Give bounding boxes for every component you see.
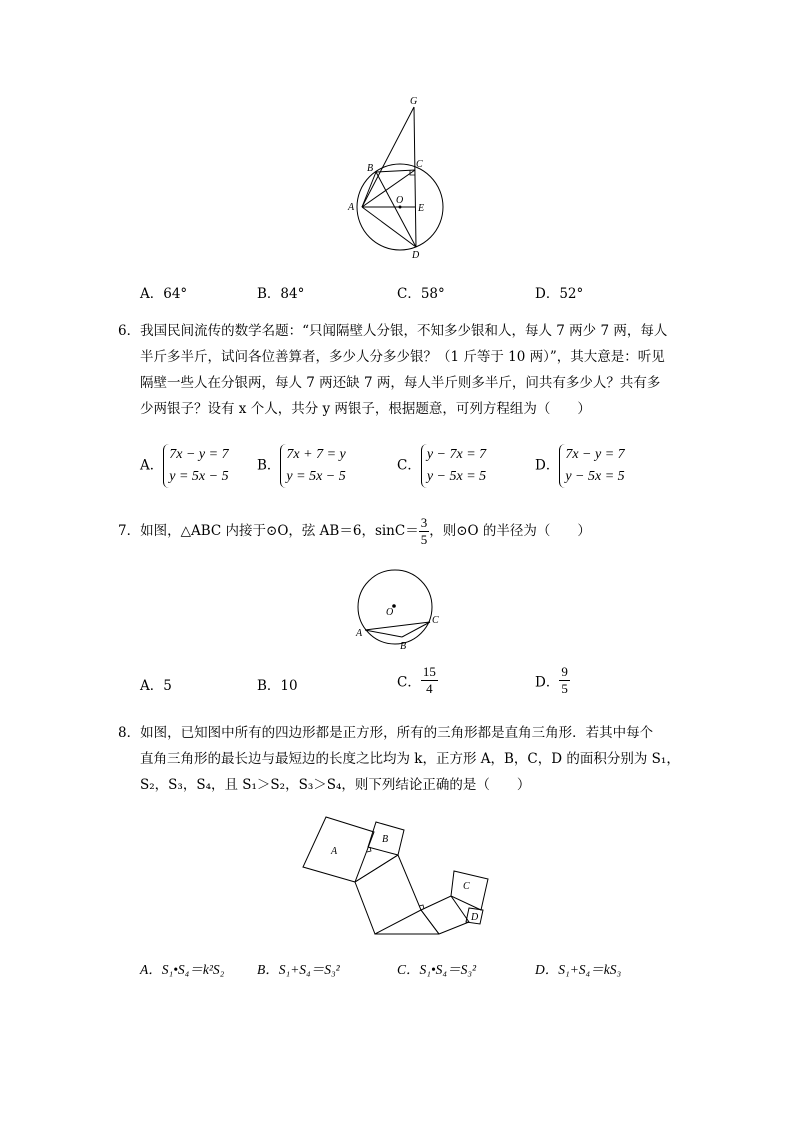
equation: 7x − y = 7 bbox=[565, 447, 625, 462]
q7-fraction bbox=[419, 515, 430, 548]
option-value: 10 bbox=[280, 678, 298, 694]
label-b: B bbox=[367, 163, 374, 174]
question-6 bbox=[118, 318, 688, 422]
label-a: A bbox=[356, 628, 363, 639]
fraction-numerator: 9 bbox=[561, 664, 568, 679]
fraction-denominator: 4 bbox=[426, 681, 433, 696]
equation: y = 5x − 5 bbox=[169, 469, 229, 484]
option-label: D． bbox=[535, 674, 560, 691]
option-label: A． bbox=[140, 457, 164, 474]
equation: y − 5x = 5 bbox=[565, 469, 625, 484]
figure-inscribed-triangle bbox=[350, 566, 445, 654]
option-label: B． bbox=[257, 678, 281, 694]
label-a: A bbox=[331, 846, 338, 857]
figure-squares-triangles bbox=[298, 812, 498, 940]
question-8 bbox=[118, 720, 688, 798]
q5-option-b[interactable]: B．84° bbox=[257, 286, 305, 302]
q8-option-a[interactable]: A．S₁•S₄＝k²S₂ bbox=[140, 962, 225, 977]
equation-system bbox=[280, 444, 345, 488]
fraction-numerator: 3 bbox=[420, 515, 428, 530]
option-label: C． bbox=[397, 457, 421, 474]
q6-option-b[interactable] bbox=[257, 444, 346, 488]
equation: 7x − y = 7 bbox=[169, 447, 229, 462]
label-o: O bbox=[386, 607, 394, 618]
q7-suffix: ，则⊙O 的半径为（ ） bbox=[429, 523, 591, 539]
option-value: 5 bbox=[163, 678, 172, 694]
question-7 bbox=[118, 514, 688, 548]
q5-option-a[interactable]: A．64° bbox=[140, 286, 188, 302]
label-d: D bbox=[412, 250, 420, 261]
q8-options bbox=[140, 958, 700, 982]
label-d: D bbox=[471, 912, 479, 923]
q7-option-b[interactable] bbox=[257, 674, 298, 694]
option-fraction bbox=[559, 664, 570, 697]
equation-system bbox=[421, 444, 486, 488]
q7-option-c[interactable] bbox=[397, 664, 438, 697]
q8-line: S₂，S₃，S₄，且 S₁＞S₂，S₃＞S₄，则下列结论正确的是（ ） bbox=[140, 777, 531, 793]
equation: 7x + 7 = y bbox=[286, 447, 346, 462]
q6-option-a[interactable] bbox=[140, 444, 229, 488]
equation-system bbox=[163, 444, 228, 488]
equation-system bbox=[559, 444, 624, 488]
fraction-denominator: 5 bbox=[420, 532, 428, 547]
q8-option-c[interactable]: C．S₁•S₄＝S₃² bbox=[397, 962, 477, 977]
q8-option-b[interactable]: B．S₁+S₄＝S₃² bbox=[257, 962, 340, 977]
label-a: A bbox=[348, 202, 355, 213]
option-label: B． bbox=[257, 457, 281, 474]
q5-option-c[interactable]: C．58° bbox=[397, 286, 445, 302]
q6-option-d[interactable] bbox=[535, 444, 625, 488]
label-g: G bbox=[410, 96, 418, 107]
q6-line: 隔壁一些人在分银两，每人 7 两还缺 7 两，每人半斤则多半斤，问共有多少人？共有多 bbox=[140, 375, 661, 391]
option-fraction bbox=[421, 664, 438, 697]
q7-prefix: 7．如图，△ABC 内接于⊙O，弦 AB＝6，sinC＝ bbox=[118, 523, 419, 539]
label-b: B bbox=[382, 834, 389, 845]
q8-line: 8．如图，已知图中所有的四边形都是正方形，所有的三角形都是直角三角形．若其中每个 bbox=[118, 725, 654, 741]
option-label: D． bbox=[535, 457, 560, 474]
q6-line: 6．我国民间流传的数学名题：“只闻隔壁人分银，不知多少银和人，每人 7 两少 7 两，每人 bbox=[118, 323, 668, 339]
figure-circle-tangent bbox=[340, 92, 460, 264]
q6-line: 少两银子？设有 x 个人，共分 y 两银子，根据题意，可列方程组为（ ） bbox=[140, 401, 591, 417]
q8-option-d[interactable]: D．S₁+S₄＝kS₃ bbox=[535, 962, 622, 977]
q6-line: 半斤多半斤，试问各位善算者，多少人分多少银？（1 斤等于 10 两）”，其大意是：听见 bbox=[140, 349, 665, 365]
fraction-denominator: 5 bbox=[561, 681, 568, 696]
label-c: C bbox=[463, 881, 470, 892]
q7-option-a[interactable] bbox=[140, 674, 172, 694]
label-o: O bbox=[396, 195, 404, 206]
label-c: C bbox=[432, 615, 439, 626]
q6-options bbox=[140, 444, 700, 492]
q7-option-d[interactable] bbox=[535, 664, 570, 697]
equation: y − 5x = 5 bbox=[426, 469, 487, 484]
q7-options bbox=[140, 664, 700, 708]
q8-line: 直角三角形的最长边与最短边的长度之比均为 k，正方形 A，B，C，D 的面积分别为 S₁， bbox=[140, 751, 680, 767]
option-label: A． bbox=[140, 678, 164, 694]
q5-options bbox=[140, 282, 700, 306]
label-b: B bbox=[400, 641, 407, 652]
equation: y = 5x − 5 bbox=[286, 469, 346, 484]
q6-option-c[interactable] bbox=[397, 444, 486, 488]
label-e: E bbox=[418, 203, 425, 214]
option-label: C． bbox=[397, 674, 421, 691]
fraction-numerator: 15 bbox=[422, 664, 436, 679]
label-c: C bbox=[416, 159, 423, 170]
q5-option-d[interactable]: D．52° bbox=[535, 286, 584, 302]
equation: y − 7x = 7 bbox=[426, 447, 487, 462]
